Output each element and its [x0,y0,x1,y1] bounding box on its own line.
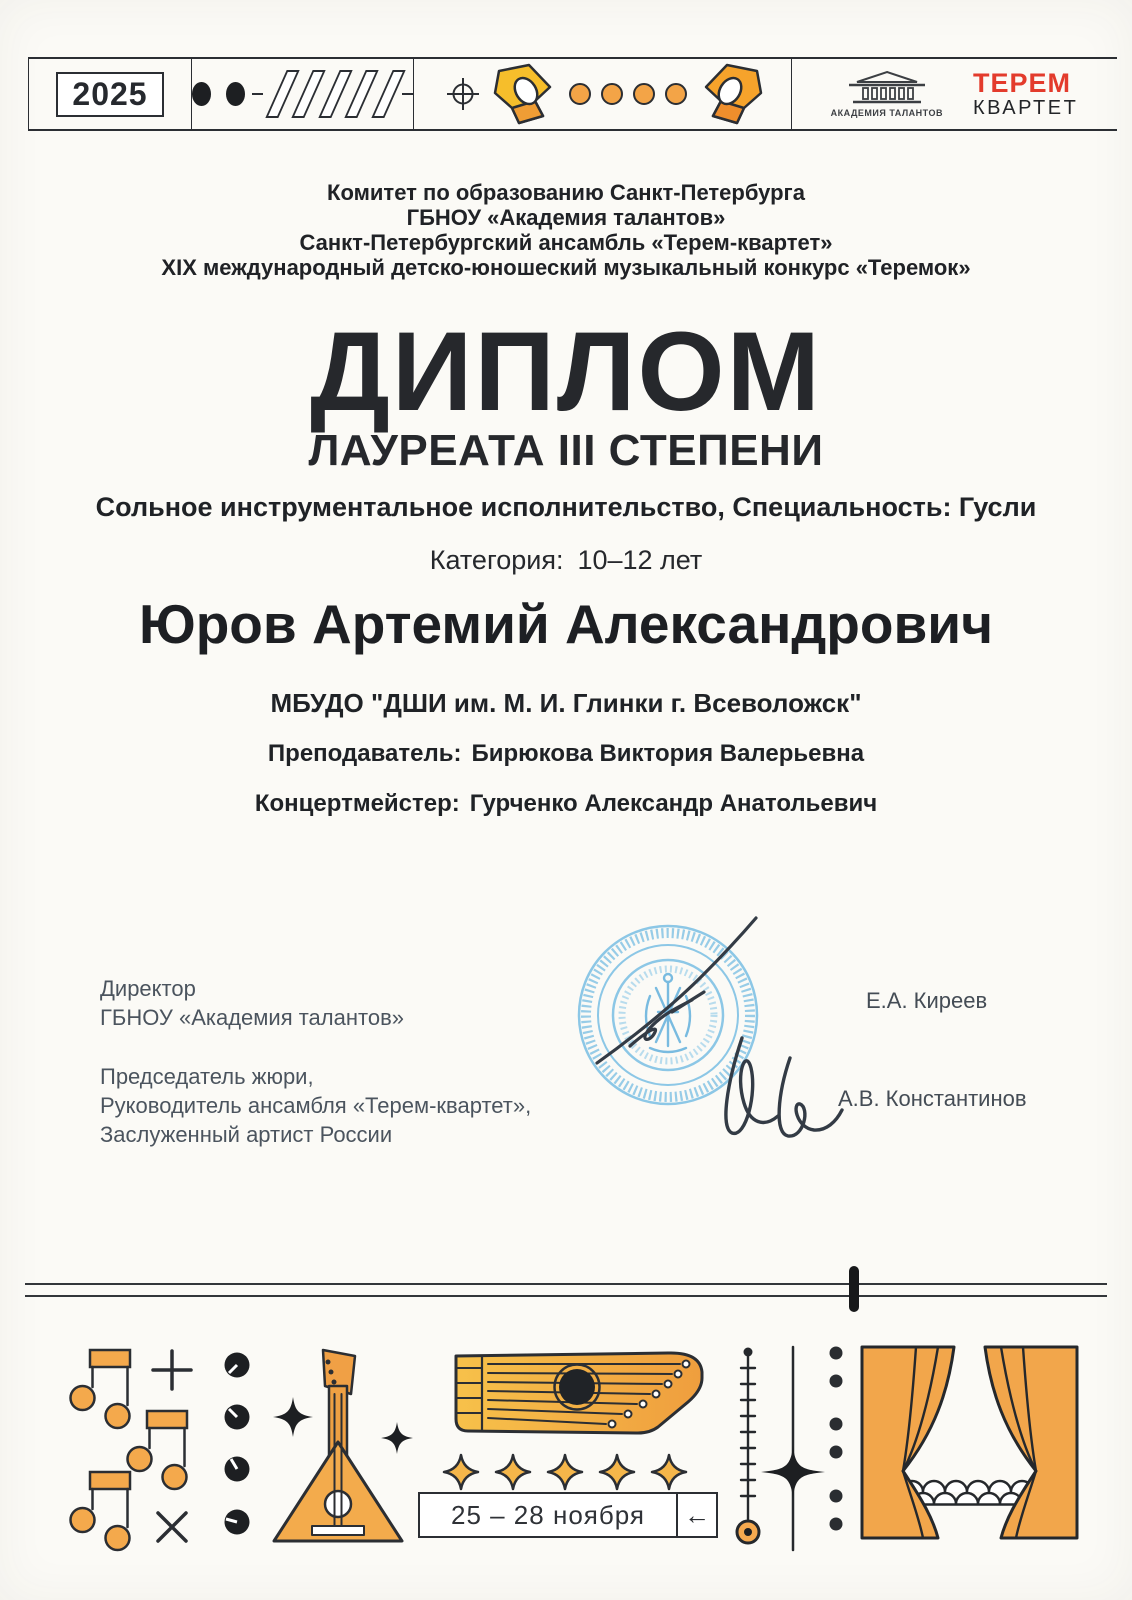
concertmaster-name: Гурченко Александр Анатольевич [469,790,878,817]
organizer-line: Комитет по образованию Санкт-Петербурга [327,180,805,205]
light-dot-icon [601,83,623,105]
header-band [28,57,1117,131]
jury-chair-name: А.В. Константинов [838,1086,1027,1111]
school-line: МБУДО "ДШИ им. М. И. Глинки г. Всеволожск" [270,688,862,718]
terem-logo-line2: КВАРТЕТ [972,97,1079,119]
jury-chair-role [100,1062,531,1149]
sparkle-icon [381,1422,413,1454]
dots-slashes-decoration [192,59,414,129]
laureate-name: Юров Артемий Александрович [138,593,994,655]
academy-logo-text: АКАДЕМИЯ ТАЛАНТОВ [830,108,943,118]
eighth-notes-icon [71,1350,188,1550]
multiply-icon [158,1513,186,1541]
teacher-label: Преподаватель: [267,740,462,767]
plus-icon [153,1351,191,1389]
director-name: Е.А. Киреев [866,988,988,1013]
category-line [0,545,1132,576]
concertmaster-line [0,790,1132,818]
teacher-name: Бирюкова Виктория Валерьевна [471,740,865,767]
organizer-line: ГБНОУ «Академия талантов» [406,205,726,230]
diploma-degree: ЛАУРЕАТА III СТЕПЕНИ [308,426,824,475]
date-range-row [418,1492,718,1538]
academy-talents-logo [831,70,943,118]
timer-icons [225,1353,250,1535]
sparkle-icon [273,1397,313,1437]
slash-icon [371,70,406,118]
light-dot-icon [569,83,591,105]
role-line: Руководитель ансамбля «Терем-квартет», [100,1093,532,1118]
spotlight-left-icon [493,63,559,125]
logos-cell [792,59,1117,129]
gusli-icon [456,1353,702,1433]
light-dot-icon [665,83,687,105]
line-segment [252,93,263,95]
bottom-illustration-band [0,1320,1132,1600]
nomination-line: Сольное инструментальное исполнительство, Специальность: Гусли [95,492,1037,522]
spotlight-right-icon [697,63,763,125]
year-badge [56,72,163,117]
year-text: 2025 [72,75,148,112]
light-dot-icon [633,83,655,105]
organizers-block [0,180,1132,280]
role-line: ГБНОУ «Академия талантов» [100,1005,404,1030]
category-value: 10–12 лет [577,545,703,575]
diamond-sparkles [444,1455,686,1489]
building-icon [841,70,933,106]
dot-icon [192,82,211,106]
stamp-and-signatures [552,888,862,1208]
curtain-stage-icon [862,1347,1077,1538]
dot-icon [226,82,245,106]
organizer-line: Санкт-Петербургский ансамбль «Терем-квартет» [299,230,833,255]
rule-dash-mark [849,1266,859,1312]
role-line: Заслуженный артист России [100,1122,393,1147]
concertmaster-label: Концертмейстер: [254,790,460,817]
terem-kvartet-logo [973,70,1078,118]
year-cell [29,59,192,129]
role-line: Директор [100,976,196,1001]
role-line: Председатель жюри, [100,1064,314,1089]
dots-column [830,1347,843,1531]
director-role [100,974,404,1032]
date-range-box [418,1492,678,1538]
terem-logo-line1: ТЕРЕМ [972,68,1071,98]
category-label: Категория: [429,545,564,575]
horizontal-rule [25,1283,1107,1285]
organizer-line: XIX международный детско-юношеский музыкальный конкурс «Теремок» [161,255,971,280]
left-arrow-icon: ← [684,1499,710,1530]
teacher-line [0,740,1132,768]
star-line-icon [761,1347,825,1550]
line-segment [402,93,413,95]
balalaika-icon [274,1350,402,1541]
diploma-title: ДИПЛОМ [310,309,822,434]
back-arrow-box [678,1492,718,1538]
ruler-icon [737,1348,759,1544]
horizontal-rule [25,1295,1107,1297]
spotlights-decoration [414,59,792,129]
crosshair-icon [443,74,483,114]
date-range-text: 25 – 28 ноября [450,1499,645,1530]
